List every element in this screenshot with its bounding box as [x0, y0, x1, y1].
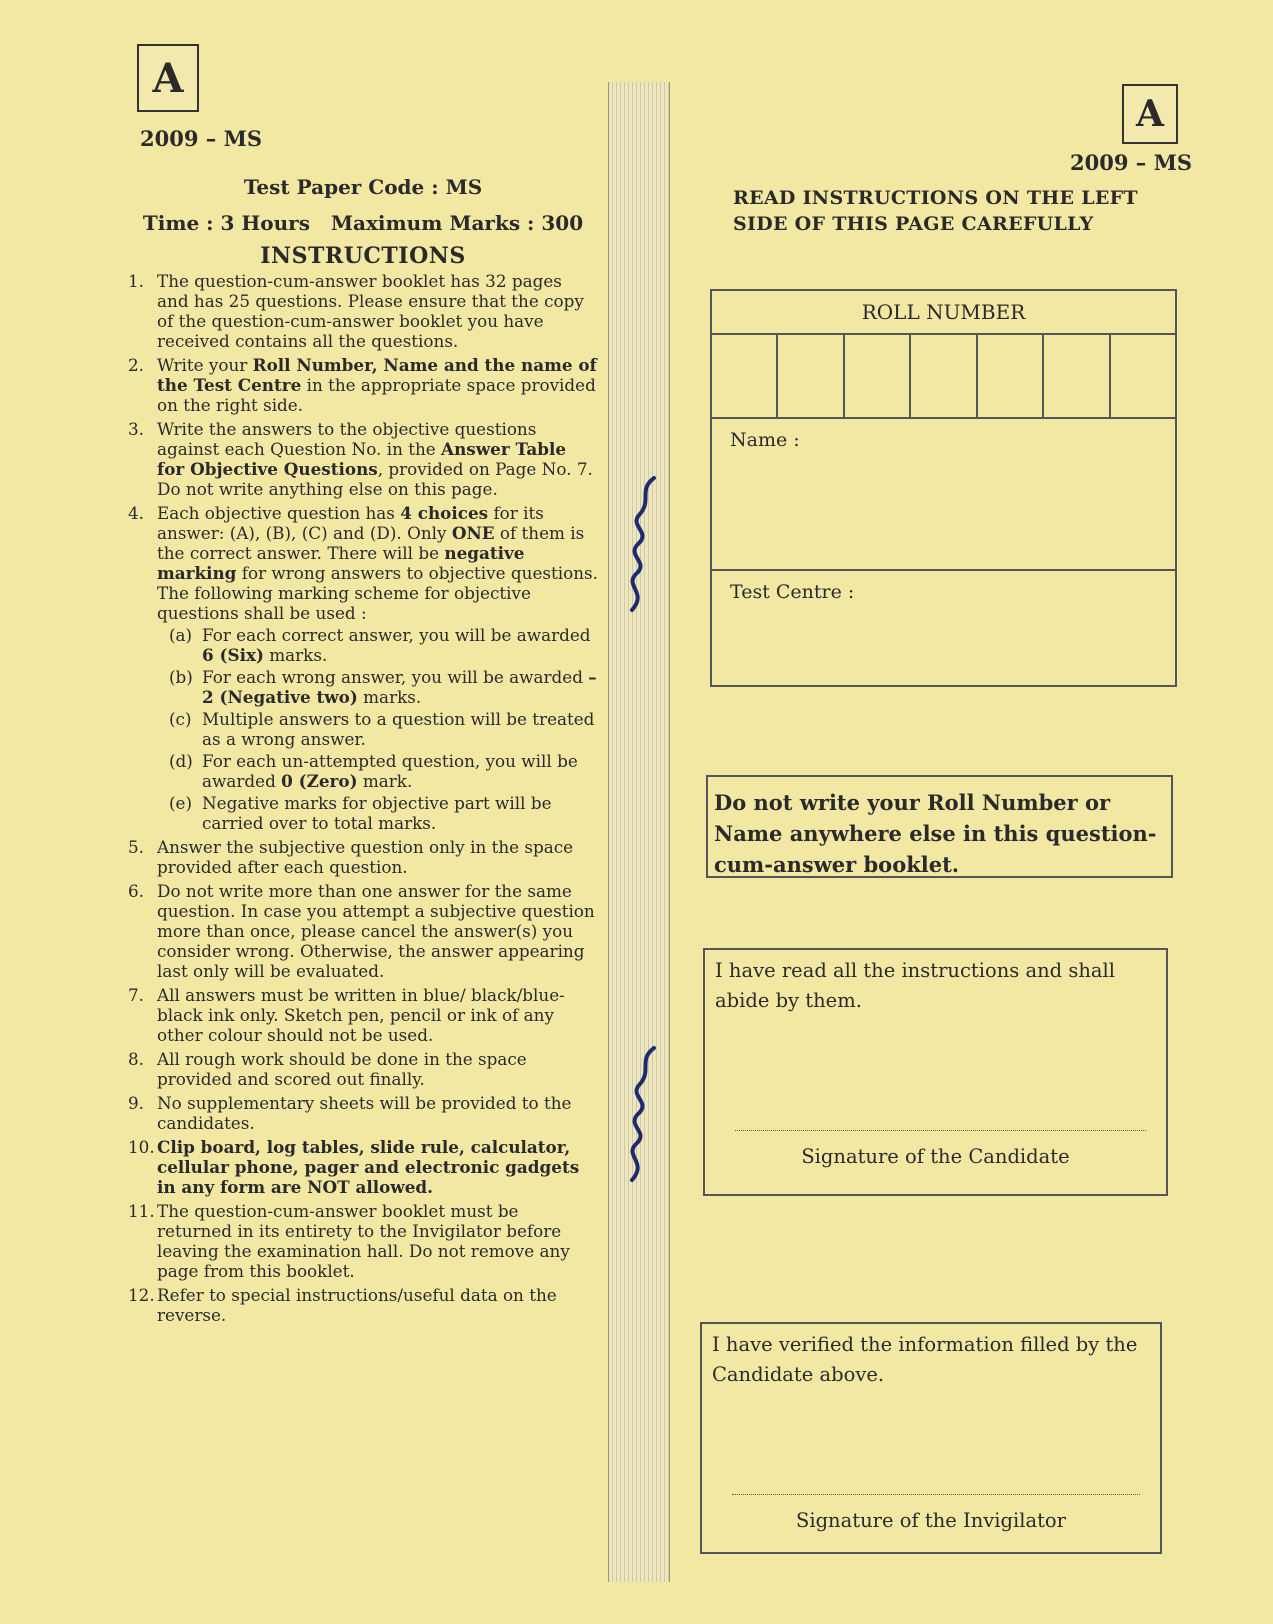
roll-number-cell[interactable]: [978, 335, 1044, 417]
candidate-declaration-box: [703, 948, 1168, 1196]
marking-sub-item: (b) For each wrong answer, you will be awarded –2 (Negative two) marks.: [169, 667, 597, 707]
list-item: 1. The question-cum-answer booklet has 32 pages and has 25 questions. Please ensure that the copy of the question-cum-answer booklet you have received contains all the questions.: [128, 271, 584, 351]
test-centre-label: Test Centre :: [730, 581, 855, 603]
roll-number-cell[interactable]: [845, 335, 911, 417]
invigilator-signature-line[interactable]: [732, 1494, 1140, 1495]
roll-number-cell[interactable]: [1044, 335, 1110, 417]
list-item: 9. No supplementary sheets will be provided to the candidates.: [128, 1093, 572, 1133]
invigilator-signature-label: Signature of the Invigilator: [795, 1509, 1066, 1532]
instructions-list: [128, 271, 598, 1325]
list-item: 4. Each objective question has 4 choices for its answer: (A), (B), (C) and (D). Only ONE of them is the correct answer. There will be negative marking for wrong answers to objective questions. The following marking scheme for objective questions shall be used : (a) For each correct answer, you will be awarded 6 (Six) marks. (b) For each wrong answer, you will be awarded –2 (Negative two) marks. (c) Multiple answers to a question will be treated as a wrong answer. (d) For each un-attempted question, you will be awarded 0 (Zero) mark. (e) Negative marks for objective part will be carried over to total marks.: [128, 503, 598, 833]
marking-sub-item: (a) For each correct answer, you will be awarded 6 (Six) marks.: [169, 625, 591, 665]
roll-number-cell[interactable]: [1111, 335, 1175, 417]
signature-scribble: [618, 1040, 662, 1190]
warning-text: Do not write your Roll Number or Name anywhere else in this question-cum-answer booklet.: [714, 790, 1157, 877]
name-field[interactable]: [712, 419, 1175, 571]
roll-number-cell[interactable]: [911, 335, 977, 417]
invigilator-verification-box: [700, 1322, 1162, 1554]
roll-number-cells: [712, 335, 1175, 419]
spine-divider: [608, 82, 670, 1582]
candidate-details-form: [710, 289, 1177, 687]
year-code-right: 2009 – MS: [1070, 150, 1192, 175]
list-item: 12. Refer to special instructions/useful data on the reverse.: [128, 1285, 557, 1325]
paper-code-box-left: A: [137, 44, 199, 112]
paper-code-box-right: A: [1122, 84, 1178, 144]
time-and-marks: [128, 211, 598, 235]
list-item: 8. All rough work should be done in the space provided and scored out finally.: [128, 1049, 527, 1089]
list-item: 5. Answer the subjective question only in the space provided after each question.: [128, 837, 574, 877]
roll-number-cell[interactable]: [712, 335, 778, 417]
test-centre-field[interactable]: [712, 571, 1175, 687]
marking-sub-item: (d) For each un-attempted question, you will be awarded 0 (Zero) mark.: [169, 751, 578, 791]
list-item: 7. All answers must be written in blue/ black/blue-black ink only. Sketch pen, pencil or ink of any other colour should not be used.: [128, 985, 565, 1045]
candidate-signature-line[interactable]: [735, 1130, 1146, 1131]
warning-box: [706, 775, 1173, 878]
list-item: 11. The question-cum-answer booklet must be returned in its entirety to the Invigilator before leaving the examination hall. Do not remove any page from this booklet.: [128, 1201, 570, 1281]
max-marks-label: Maximum Marks : 300: [330, 211, 584, 235]
roll-number-cell[interactable]: [778, 335, 844, 417]
list-item: 3. Write the answers to the objective questions against each Question No. in the Answer Table for Objective Questions, provided on Page No. 7. Do not write anything else on this page.: [128, 419, 593, 499]
name-label: Name :: [730, 429, 800, 451]
marking-sub-item: (c) Multiple answers to a question will be treated as a wrong answer.: [169, 709, 595, 749]
marking-sub-item: (e) Negative marks for objective part will be carried over to total marks.: [169, 793, 552, 833]
list-item: 6. Do not write more than one answer for the same question. In case you attempt a subjective question more than once, please cancel the answer(s) you consider wrong. Otherwise, the answer appearing last only will be evaluated.: [128, 881, 595, 981]
time-label: Time : 3 Hours: [142, 211, 310, 235]
list-item: 2. Write your Roll Number, Name and the name of the Test Centre in the appropriate space provided on the right side.: [128, 355, 597, 415]
read-instructions-note: READ INSTRUCTIONS ON THE LEFT SIDE OF THIS PAGE CAREFULLY: [733, 187, 1138, 235]
year-code-left: 2009 – MS: [140, 126, 262, 151]
test-paper-code: Test Paper Code : MS: [243, 175, 483, 199]
signature-scribble: [618, 470, 662, 620]
list-item: 10. Clip board, log tables, slide rule, calculator, cellular phone, pager and electronic gadgets in any form are NOT allowed.: [128, 1137, 580, 1197]
verification-text: I have verified the information filled by the Candidate above.: [712, 1333, 1138, 1386]
declaration-text: I have read all the instructions and shall abide by them.: [715, 959, 1115, 1012]
roll-number-label: ROLL NUMBER: [712, 291, 1175, 335]
candidate-signature-label: Signature of the Candidate: [801, 1145, 1070, 1168]
instructions-column: [128, 175, 598, 1329]
instructions-heading: INSTRUCTIONS: [260, 243, 466, 269]
